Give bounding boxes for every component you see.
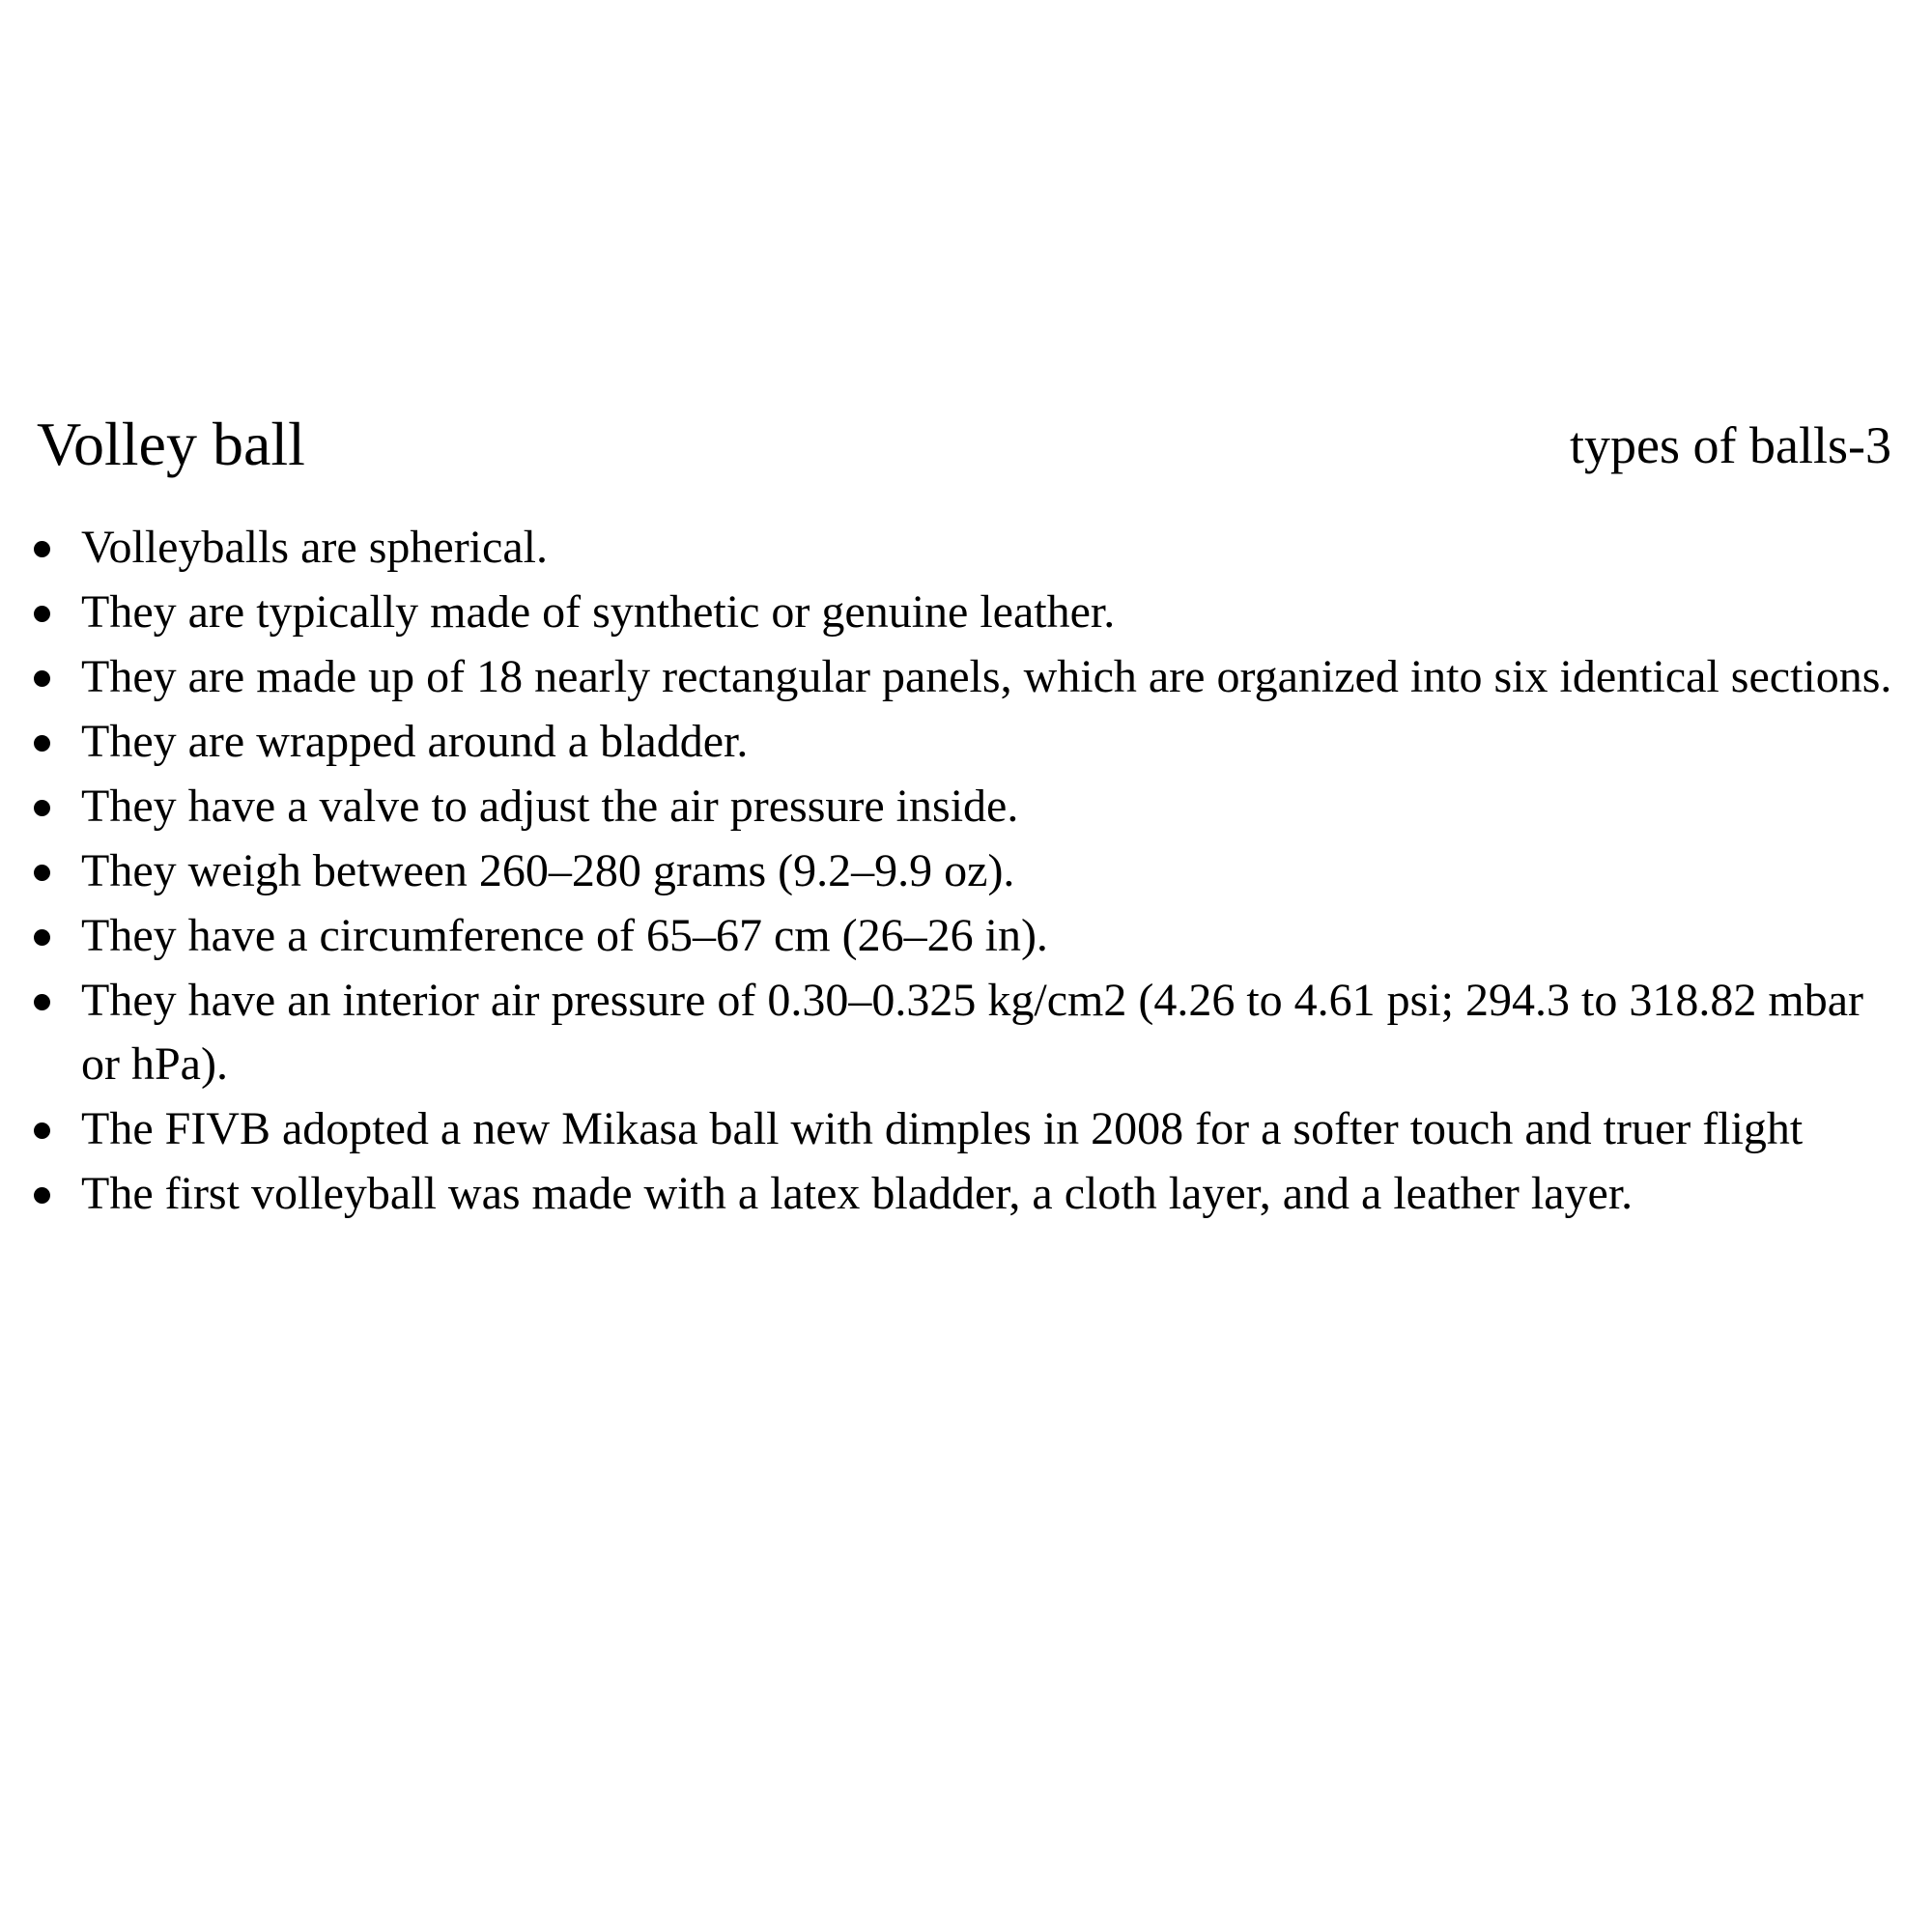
bullet-icon — [34, 800, 50, 816]
bullet-icon — [34, 1187, 50, 1204]
bullet-icon — [34, 541, 50, 557]
list-item-text: They weigh between 260–280 grams (9.2–9.9 oz). — [81, 845, 1015, 896]
list-item — [0, 710, 1893, 774]
list-item — [0, 645, 1893, 709]
header — [37, 406, 1891, 483]
bullet-icon — [34, 735, 50, 752]
list-item-text: They are made up of 18 nearly rectangular panels, which are organized into six identical sections. — [81, 651, 1892, 702]
list-item-text: They are typically made of synthetic or genuine leather. — [81, 586, 1116, 638]
list-item — [0, 581, 1893, 644]
list-item — [0, 516, 1893, 580]
list-item — [0, 1097, 1893, 1161]
bullet-icon — [34, 606, 50, 622]
list-item — [0, 904, 1893, 968]
list-item — [0, 775, 1893, 838]
list-item — [0, 969, 1893, 1096]
list-item-text: Volleyballs are spherical. — [81, 522, 548, 573]
bullet-icon — [34, 929, 50, 946]
bullet-icon — [34, 1122, 50, 1139]
list-item-text: They are wrapped around a bladder. — [81, 716, 749, 767]
list-item-text: The FIVB adopted a new Mikasa ball with dimples in 2008 for a softer touch and truer flight — [81, 1103, 1804, 1154]
page-title: Volley ball — [37, 410, 305, 478]
page-subtitle: types of balls-3 — [1570, 416, 1891, 474]
bullet-icon — [34, 994, 50, 1010]
bullet-icon — [34, 670, 50, 687]
bullet-icon — [34, 865, 50, 881]
list-item-text: They have an interior air pressure of 0.30–0.325 kg/cm2 (4.26 to 4.61 psi; 294.3 to 318.82 mbar or hPa). — [81, 975, 1863, 1090]
list-item — [0, 839, 1893, 903]
list-item-text: They have a valve to adjust the air pressure inside. — [81, 781, 1019, 832]
list-item — [0, 1162, 1893, 1226]
list-item-text: They have a circumference of 65–67 cm (26–26 in). — [81, 910, 1048, 961]
bullet-list — [0, 516, 1893, 1227]
list-item-text: The first volleyball was made with a latex bladder, a cloth layer, and a leather layer. — [81, 1168, 1634, 1219]
